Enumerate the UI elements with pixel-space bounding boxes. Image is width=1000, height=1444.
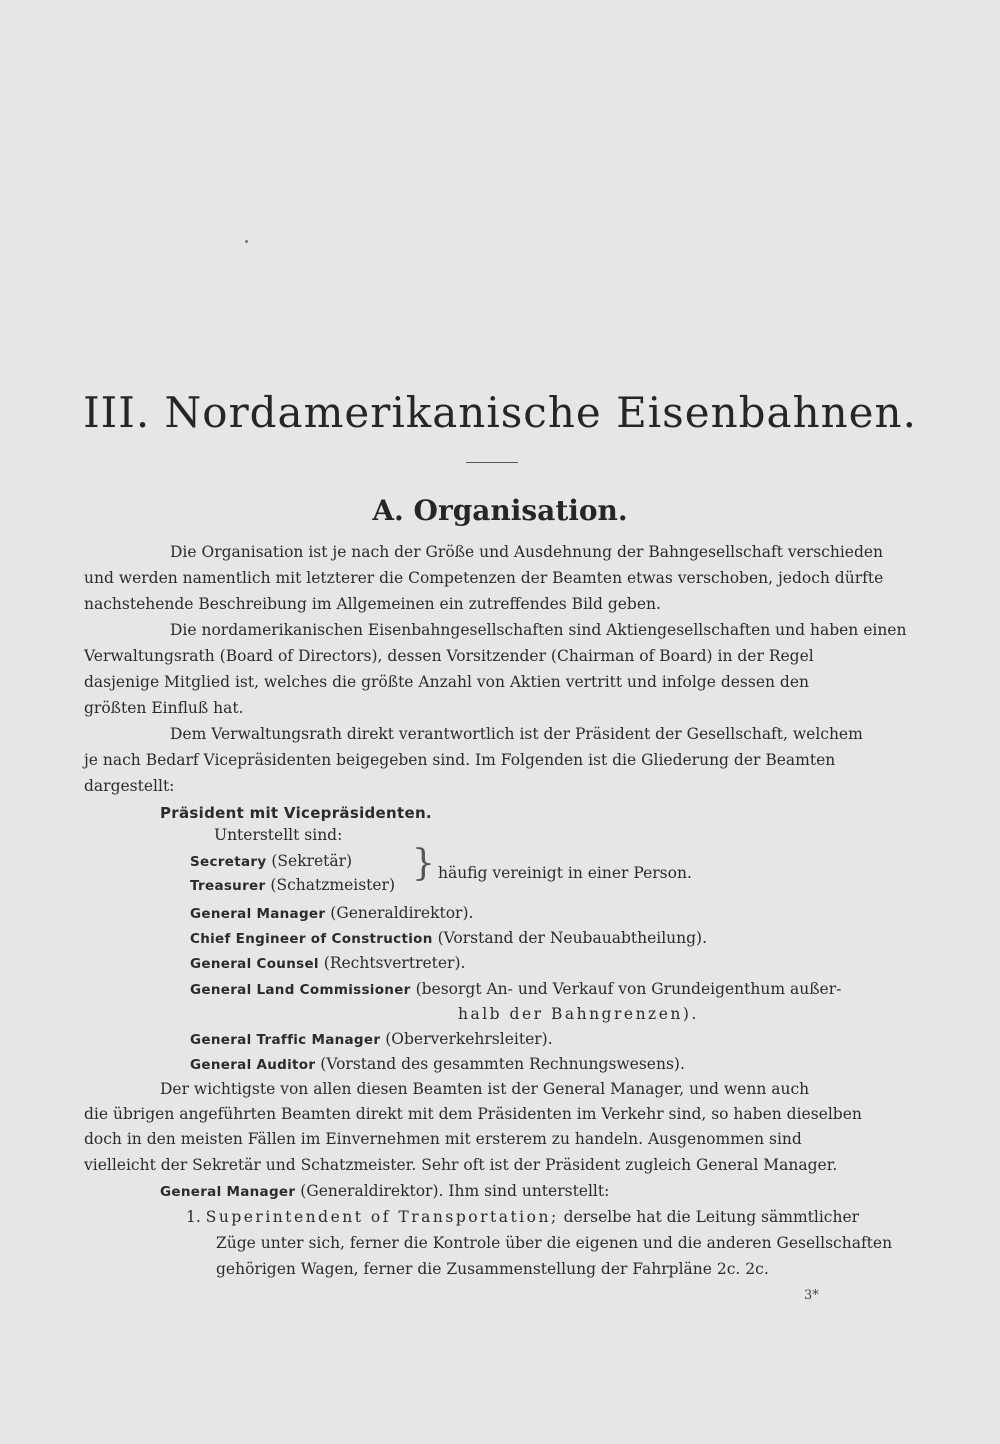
role-name-de: (Generaldirektor). bbox=[330, 904, 474, 922]
role-name-en: General Manager bbox=[160, 1184, 296, 1200]
role-land-commissioner bbox=[190, 980, 841, 998]
text-line: Der wichtigste von allen diesen Beamten ist der General Manager, und wenn auch bbox=[160, 1080, 810, 1098]
text-line: Die nordamerikanischen Eisenbahngesellschaften sind Aktiengesellschaften und haben einen bbox=[170, 621, 907, 639]
role-name-en: Chief Engineer of Construction bbox=[190, 931, 433, 947]
role-general-manager bbox=[190, 904, 473, 922]
text-line: je nach Bedarf Vicepräsidenten beigegeben sind. Im Folgenden ist die Gliederung der Beamten bbox=[84, 751, 836, 769]
text-line: Dem Verwaltungsrath direkt verantwortlich ist der Präsident der Gesellschaft, welchem bbox=[170, 725, 863, 743]
role-treasurer bbox=[190, 876, 395, 894]
role-name-en: General Auditor bbox=[190, 1057, 316, 1073]
text-line: vielleicht der Sekretär und Schatzmeister. Sehr oft ist der Präsident zugleich General Manager. bbox=[84, 1156, 838, 1174]
role-name-de: (Oberverkehrsleiter). bbox=[385, 1030, 553, 1048]
brace-annotation: häufig vereinigt in einer Person. bbox=[438, 864, 692, 882]
text-line: halb der Bahngrenzen). bbox=[458, 1005, 699, 1023]
role-name-de: (Generaldirektor). Ihm sind unterstellt: bbox=[300, 1182, 610, 1200]
chapter-title: III. Nordamerikanische Eisenbahnen. bbox=[83, 388, 917, 437]
text-line: Verwaltungsrath (Board of Directors), dessen Vorsitzender (Chairman of Board) in der Regel bbox=[84, 647, 814, 665]
list-item-heading: Superintendent of Transportation; bbox=[205, 1208, 559, 1226]
role-general-auditor bbox=[190, 1055, 685, 1073]
role-name-en: General Counsel bbox=[190, 956, 319, 972]
general-manager-subheading bbox=[160, 1182, 609, 1200]
role-name-de: (Rechtsvertreter). bbox=[323, 954, 466, 972]
role-name-en: General Land Commissioner bbox=[190, 982, 411, 998]
text-line: doch in den meisten Fällen im Einvernehmen mit ersterem zu handeln. Ausgenommen sind bbox=[84, 1130, 802, 1148]
text-line: dargestellt: bbox=[84, 777, 175, 795]
text-line: Die Organisation ist je nach der Größe und Ausdehnung der Bahngesellschaft verschieden bbox=[170, 543, 884, 561]
page-number: 3* bbox=[804, 1288, 819, 1303]
role-name-en: General Traffic Manager bbox=[190, 1032, 381, 1048]
text-line: nachstehende Beschreibung im Allgemeinen ein zutreffendes Bild geben. bbox=[84, 595, 661, 613]
role-name-de: (Vorstand der Neubauabtheilung). bbox=[437, 929, 708, 947]
role-general-counsel bbox=[190, 954, 465, 972]
president-heading: Präsident mit Vicepräsidenten. bbox=[160, 804, 432, 822]
role-name-en: General Manager bbox=[190, 906, 326, 922]
role-secretary bbox=[190, 852, 352, 870]
role-name-en: Secretary bbox=[190, 854, 267, 870]
section-heading: A. Organisation. bbox=[372, 494, 628, 527]
paper-speck bbox=[245, 240, 248, 243]
list-item-text: derselbe hat die Leitung sämmtlicher bbox=[563, 1208, 860, 1226]
role-chief-engineer bbox=[190, 929, 707, 947]
text-line: größten Einfluß hat. bbox=[84, 699, 244, 717]
role-name-de: (Schatzmeister) bbox=[270, 876, 396, 894]
text-line: Züge unter sich, ferner die Kontrole über die eigenen und die anderen Gesellschaften bbox=[216, 1234, 893, 1252]
text-line: und werden namentlich mit letzterer die Competenzen der Beamten etwas verschoben, jedoch dürfte bbox=[84, 569, 884, 587]
list-number: 1. bbox=[186, 1208, 201, 1226]
list-item bbox=[186, 1208, 859, 1226]
role-name-de: (Vorstand des gesammten Rechnungswesens). bbox=[320, 1055, 685, 1073]
role-name-de: (Sekretär) bbox=[271, 852, 353, 870]
title-divider bbox=[466, 462, 518, 463]
role-name-en: Treasurer bbox=[190, 878, 266, 894]
text-line: die übrigen angeführten Beamten direkt mit dem Präsidenten im Verkehr sind, so haben dieselben bbox=[84, 1105, 862, 1123]
curly-brace-icon: } bbox=[412, 843, 435, 884]
role-traffic-manager bbox=[190, 1030, 553, 1048]
role-name-de: (besorgt An- und Verkauf von Grundeigenthum außer- bbox=[415, 980, 842, 998]
text-line: dasjenige Mitglied ist, welches die größte Anzahl von Aktien vertritt und infolge dessen den bbox=[84, 673, 809, 691]
subordinate-label: Unterstellt sind: bbox=[214, 826, 343, 844]
text-line: gehörigen Wagen, ferner die Zusammenstellung der Fahrpläne 2c. 2c. bbox=[216, 1260, 769, 1278]
